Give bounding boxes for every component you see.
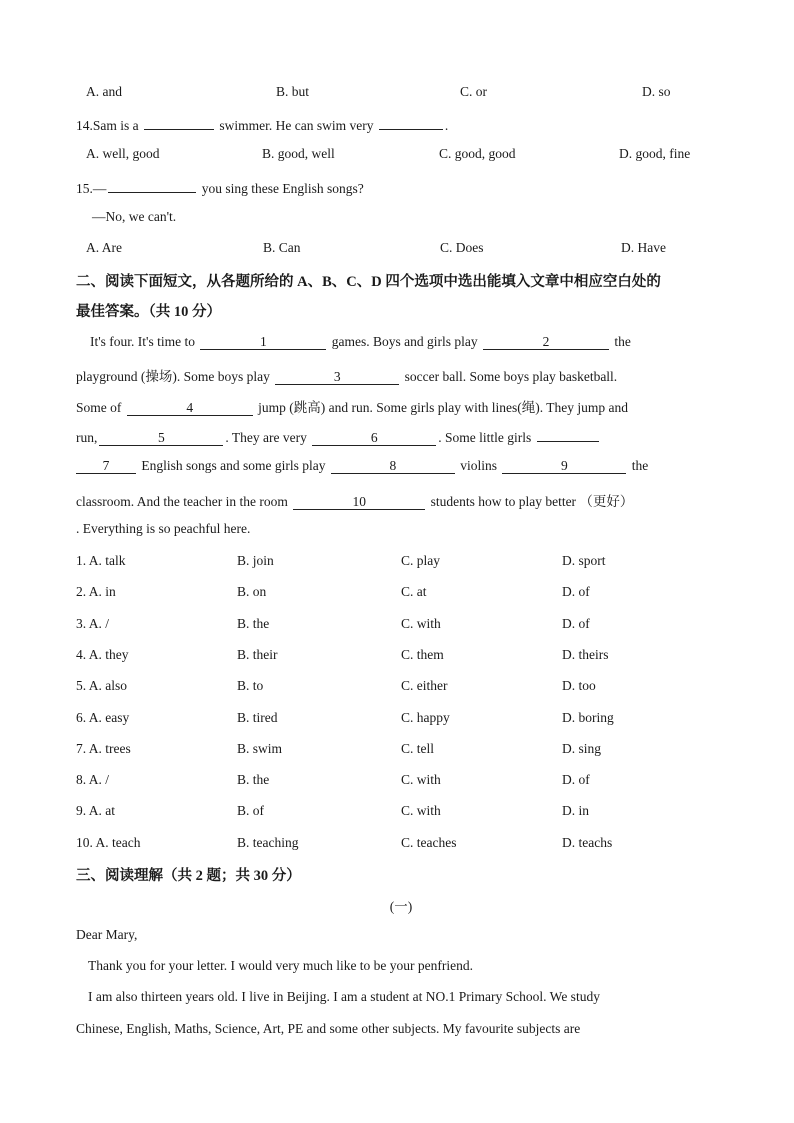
passage-line-1: It's four. It's time to 1 games. Boys and girls play 2 the [90,334,631,349]
cloze-option-10-d: D. teachs [562,835,613,850]
blank-6: 6 [312,431,436,446]
letter-greeting: Dear Mary, [76,927,138,942]
q14-blank-2 [379,115,443,130]
blank-3: 3 [275,370,399,385]
cloze-option-3-b: B. the [237,616,270,631]
passage-line-2: playground (操场). Some boys play 3 soccer ball. Some boys play basketball. [76,369,618,384]
cloze-option-4-c: C. them [401,647,444,662]
cloze-option-2-c: C. at [401,584,427,599]
q15-option-a: A. Are [86,240,122,255]
q13-option-a: A. and [86,84,122,99]
cloze-option-2-a: 2. A. in [76,584,116,599]
cloze-option-7-b: B. swim [237,741,283,756]
q14-question: 14.Sam is a swimmer. He can swim very . [76,115,448,134]
cloze-option-4-a: 4. A. they [76,647,129,662]
passage-line-4: run, 5 . They are very 6 . Some little girls [76,427,601,446]
cloze-option-6-a: 6. A. easy [76,710,130,725]
q15-option-c: C. Does [440,240,484,255]
cloze-option-6-d: D. boring [562,710,614,725]
q15-option-d: D. Have [621,240,666,255]
letter-paragraph-2: I am also thirteen years old. I live in Beijing. I am a student at NO.1 Primary School. We study [88,989,600,1004]
cloze-option-5-d: D. too [562,678,596,693]
section3-subheading: (一) [389,899,413,914]
section3-heading: 三、阅读理解（共 2 题；共 30 分） [76,868,301,884]
cloze-option-9-c: C. with [401,803,441,818]
blank-8: 8 [331,459,455,474]
q14-option-d: D. good, fine [619,146,691,161]
cloze-option-9-b: B. of [237,803,264,818]
blank-7: 7 [76,459,136,474]
cloze-option-4-d: D. theirs [562,647,609,662]
q13-option-c: C. or [460,84,487,99]
cloze-option-10-a: 10. A. teach [76,835,141,850]
blank-7-start [537,427,599,442]
cloze-option-1-b: B. join [237,553,274,568]
passage-line-5: 7 English songs and some girls play 8 violins 9 the [76,458,648,474]
cloze-option-2-d: D. of [562,584,590,599]
q15-blank [108,178,196,193]
cloze-option-5-b: B. to [237,678,264,693]
cloze-option-3-a: 3. A. / [76,616,110,631]
cloze-option-8-d: D. of [562,772,590,787]
q13-option-d: D. so [642,84,671,99]
cloze-option-10-c: C. teaches [401,835,457,850]
cloze-option-5-a: 5. A. also [76,678,128,693]
cloze-option-7-c: C. tell [401,741,434,756]
blank-5: 5 [99,431,223,446]
cloze-option-10-b: B. teaching [237,835,299,850]
q14-option-b: B. good, well [262,146,335,161]
letter-paragraph-3: Chinese, English, Maths, Science, Art, PE and some other subjects. My favourite subjects are [76,1021,581,1036]
cloze-option-1-c: C. play [401,553,440,568]
passage-line-3: Some of 4 jump (跳高) and run. Some girls play with lines(绳). They jump and [76,400,628,415]
cloze-option-8-a: 8. A. / [76,772,110,787]
blank-9: 9 [502,459,626,474]
q15-option-b: B. Can [263,240,301,255]
blank-10: 10 [293,495,425,510]
cloze-option-2-b: B. on [237,584,267,599]
q14-blank-1 [144,115,214,130]
cloze-option-5-c: C. either [401,678,448,693]
blank-1: 1 [200,335,326,350]
cloze-option-6-c: C. happy [401,710,450,725]
cloze-option-7-d: D. sing [562,741,602,756]
q13-option-b: B. but [276,84,310,99]
passage-line-6: classroom. And the teacher in the room 10 students how to play better （更好） [76,494,634,509]
cloze-option-9-d: D. in [562,803,589,818]
q14-option-a: A. well, good [86,146,160,161]
q15-answer: —No, we can't. [92,209,177,224]
cloze-option-7-a: 7. A. trees [76,741,131,756]
cloze-option-1-d: D. sport [562,553,606,568]
letter-paragraph-1: Thank you for your letter. I would very much like to be your penfriend. [88,958,474,973]
cloze-option-6-b: B. tired [237,710,278,725]
section2-heading-line2: 最佳答案。（共 10 分） [76,304,221,320]
cloze-option-8-c: C. with [401,772,441,787]
q14-option-c: C. good, good [439,146,516,161]
blank-4: 4 [127,401,253,416]
section2-heading-line1: 二、阅读下面短文，从各题所给的 A、B、C、D 四个选项中选出能填入文章中相应空白处的 [76,274,661,290]
cloze-option-1-a: 1. A. talk [76,553,126,568]
cloze-option-9-a: 9. A. at [76,803,115,818]
cloze-option-8-b: B. the [237,772,270,787]
cloze-option-3-c: C. with [401,616,441,631]
q15-question: 15.— you sing these English songs? [76,178,364,197]
cloze-option-4-b: B. their [237,647,278,662]
blank-2: 2 [483,335,609,350]
passage-line-7: . Everything is so peachful here. [76,521,251,536]
cloze-option-3-d: D. of [562,616,590,631]
